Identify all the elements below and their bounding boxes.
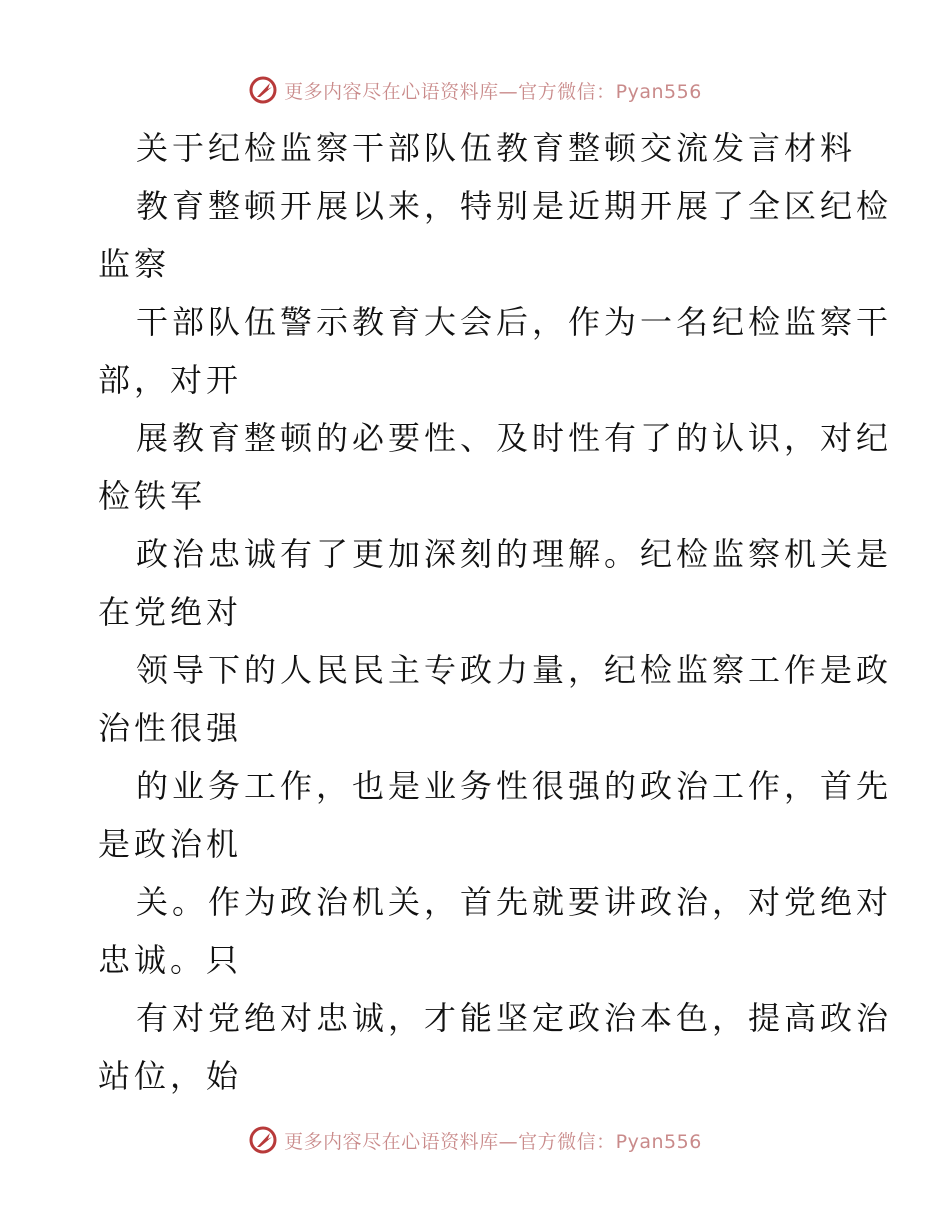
header-watermark [0, 70, 950, 110]
paragraph-line: 站位，始 [98, 1057, 243, 1095]
paragraph-line: 干部队伍警示教育大会后，作为一名纪检监察干 [136, 303, 893, 341]
quill-logo-icon [248, 1125, 278, 1155]
document-title: 关于纪检监察干部队伍教育整顿交流发言材料 [136, 129, 857, 167]
paragraph-line: 的业务工作，也是业务性很强的政治工作，首先 [136, 767, 893, 805]
watermark-text: 更多内容尽在心语资料库—官方微信：Pyan556 [284, 1130, 702, 1153]
paragraph-line: 教育整顿开展以来，特别是近期开展了全区纪检 [136, 187, 893, 225]
watermark-text: 更多内容尽在心语资料库—官方微信：Pyan556 [284, 80, 702, 103]
paragraph-line: 监察 [98, 245, 171, 283]
footer-watermark [0, 1120, 950, 1160]
paragraph-line: 领导下的人民民主专政力量，纪检监察工作是政 [136, 651, 893, 689]
paragraph-line: 检铁军 [98, 477, 207, 515]
paragraph-line: 治性很强 [98, 709, 243, 747]
paragraph-line: 是政治机 [98, 825, 243, 863]
quill-logo-icon [248, 75, 278, 105]
paragraph-line: 有对党绝对忠诚，才能坚定政治本色，提高政治 [136, 999, 893, 1037]
paragraph-line: 政治忠诚有了更加深刻的理解。纪检监察机关是 [136, 535, 893, 573]
paragraph-line: 部，对开 [98, 361, 243, 399]
paragraph-line: 在党绝对 [98, 593, 243, 631]
paragraph-line: 关。作为政治机关，首先就要讲政治，对党绝对 [136, 883, 893, 921]
paragraph-line: 忠诚。只 [98, 941, 243, 979]
paragraph-line: 展教育整顿的必要性、及时性有了的认识，对纪 [136, 419, 893, 457]
